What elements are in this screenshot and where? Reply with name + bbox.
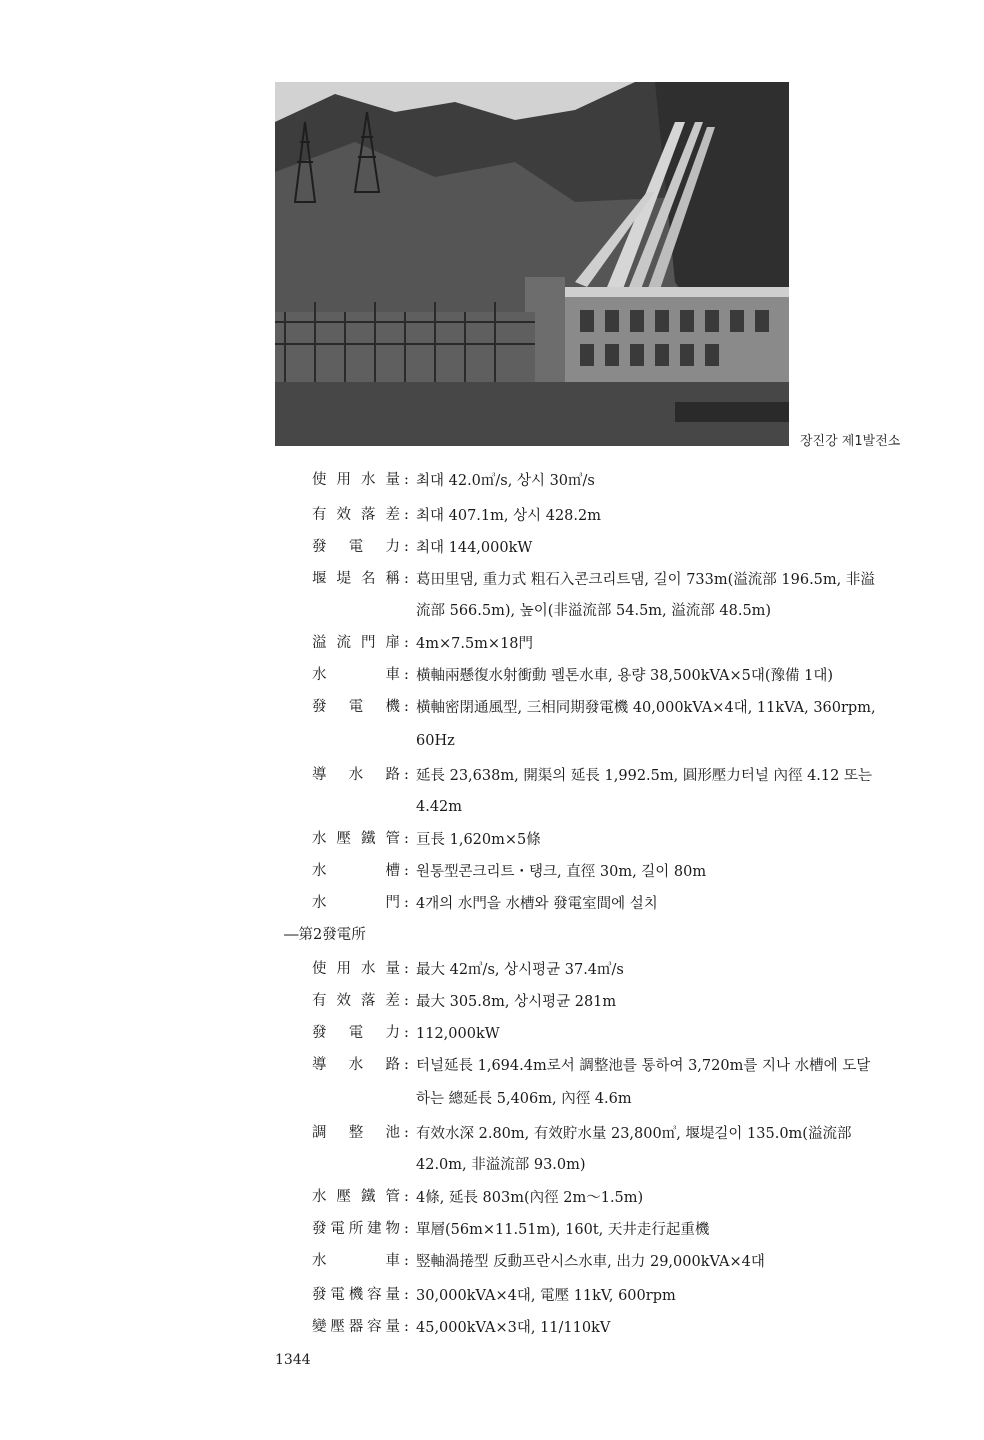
spec-colon: : <box>404 1025 409 1041</box>
spec-colon: : <box>404 507 409 523</box>
power-plant-photo <box>275 82 789 446</box>
spec-label: 導 水 路 <box>312 767 400 783</box>
spec-colon: : <box>404 1057 409 1073</box>
spec-colon: : <box>404 993 409 1009</box>
spec-value: 最大 42㎥/s, 상시평균 37.4㎥/s <box>416 962 624 978</box>
spec-value: 葛田里댐, 重力式 粗石入콘크리트댐, 길이 733m(溢流部 196.5m, 非溢 <box>416 572 875 588</box>
spec-value: 최대 144,000kW <box>416 540 533 556</box>
spec-label: 發 電 力 <box>312 1025 400 1041</box>
spec-value: 橫軸密閉通風型, 三相同期發電機 40,000kVA×4대, 11kVA, 360rpm, <box>416 700 876 716</box>
spec-label: 水 壓 鐵 管 <box>312 831 400 847</box>
spec-label: 有 效 落 差 <box>312 507 400 523</box>
spec-value: 4개의 水門을 水槽와 發電室間에 설치 <box>416 896 658 912</box>
spec-colon: : <box>404 1253 409 1269</box>
spec-label: 水 車 <box>312 1253 400 1269</box>
spec-colon: : <box>404 863 409 879</box>
spec-colon: : <box>404 1189 409 1205</box>
spec-label: 發 電 機 <box>312 699 400 715</box>
spec-colon: : <box>404 539 409 555</box>
spec-value: 單層(56m×11.51m), 160t, 天井走行起重機 <box>416 1222 710 1238</box>
spec-label: 水 槽 <box>312 863 400 879</box>
spec-value: 45,000kVA×3대, 11/110kV <box>416 1320 611 1336</box>
spec-label: 使 用 水 量 <box>312 472 400 488</box>
spec-label: 發 電 力 <box>312 539 400 555</box>
spec-value: 橫軸兩懸復水射衝動 펠톤水車, 용량 38,500kVA×5대(豫備 1대) <box>416 668 833 684</box>
spec-colon: : <box>404 831 409 847</box>
spec-label: 水 門 <box>312 895 400 911</box>
spec-colon: : <box>404 961 409 977</box>
spec-label: 堰 堤 名 稱 <box>312 571 400 587</box>
spec-value: 亘長 1,620m×5條 <box>416 832 541 848</box>
spec-value: 30,000kVA×4대, 電壓 11kV, 600rpm <box>416 1288 676 1304</box>
spec-label: 溢 流 門 扉 <box>312 635 400 651</box>
spec-label: 調 整 池 <box>312 1125 400 1141</box>
spec-value: 最大 305.8m, 상시평균 281m <box>416 994 617 1010</box>
spec-value-continued: 하는 總延長 5,406m, 內徑 4.6m <box>416 1091 632 1107</box>
spec-value: 延長 23,638m, 開渠의 延長 1,992.5m, 圓形壓力터널 內徑 4.12 또는 <box>416 768 872 784</box>
spec-colon: : <box>404 699 409 715</box>
spec-value: 최대 42.0㎥/s, 상시 30㎥/s <box>416 473 595 489</box>
spec-colon: : <box>404 1221 409 1237</box>
spec-colon: : <box>404 1287 409 1303</box>
page-number: 1344 <box>275 1352 311 1368</box>
spec-value-continued: 4.42m <box>416 799 463 815</box>
spec-value: 有效水深 2.80m, 有效貯水量 23,800㎥, 堰堤길이 135.0m(溢流部 <box>416 1126 852 1142</box>
spec-value: 竪軸渦捲型 反動프란시스水車, 出力 29,000kVA×4대 <box>416 1254 765 1270</box>
photo-caption: 장진강 제1발전소 <box>800 434 901 449</box>
spec-colon: : <box>404 1125 409 1141</box>
spec-label: 水 車 <box>312 667 400 683</box>
spec-label: 發 電 機 容 量 <box>312 1287 400 1303</box>
spec-colon: : <box>404 635 409 651</box>
spec-value-continued: 60Hz <box>416 733 455 749</box>
spec-label: 導 水 路 <box>312 1057 400 1073</box>
spec-label: 發 電 所 建 物 <box>312 1221 400 1237</box>
spec-colon: : <box>404 1319 409 1335</box>
spec-colon: : <box>404 571 409 587</box>
spec-value-continued: 流部 566.5m), 높이(非溢流部 54.5m, 溢流部 48.5m) <box>416 603 772 619</box>
spec-value: 원통型콘크리트・탱크, 直徑 30m, 길이 80m <box>416 864 707 880</box>
spec-value: 4m×7.5m×18門 <box>416 636 534 652</box>
spec-colon: : <box>404 767 409 783</box>
spec-value: 터널延長 1,694.4m로서 調整池를 통하여 3,720m를 지나 水槽에 도달 <box>416 1058 871 1074</box>
spec-label: 變 壓 器 容 量 <box>312 1319 400 1335</box>
spec-value: 최대 407.1m, 상시 428.2m <box>416 508 601 524</box>
spec-label: 使 用 水 量 <box>312 961 400 977</box>
spec-label: 有 效 落 差 <box>312 993 400 1009</box>
spec-colon: : <box>404 472 409 488</box>
spec-label: 水 壓 鐵 管 <box>312 1189 400 1205</box>
spec-value: 4條, 延長 803m(內徑 2m～1.5m) <box>416 1190 644 1206</box>
spec-value: 112,000kW <box>416 1026 500 1042</box>
spec-value-continued: 42.0m, 非溢流部 93.0m) <box>416 1157 586 1173</box>
power-plant-image <box>275 82 789 446</box>
spec-colon: : <box>404 667 409 683</box>
spec-colon: : <box>404 895 409 911</box>
section-title: ―第2發電所 <box>284 927 366 943</box>
